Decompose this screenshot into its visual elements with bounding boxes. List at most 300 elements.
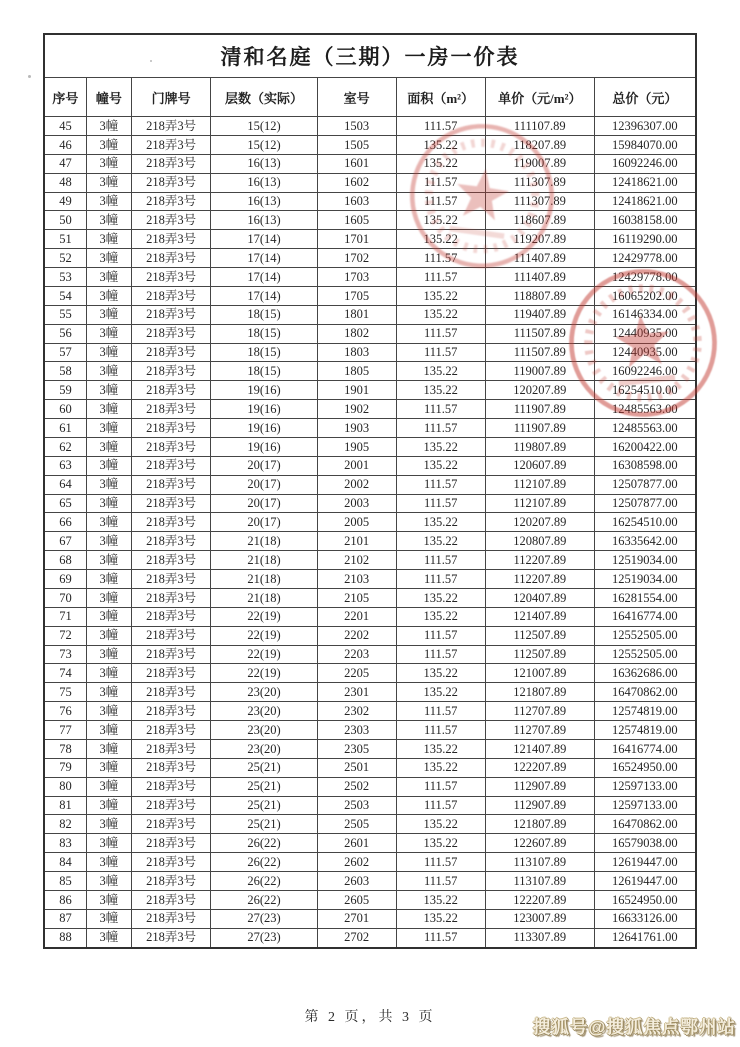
cell-index: 61: [44, 419, 86, 438]
cell-total-price: 12485563.00: [594, 419, 696, 438]
cell-room-no: 2203: [317, 645, 396, 664]
cell-door-no: 218弄3号: [131, 268, 211, 287]
cell-unit-price: 112707.89: [485, 702, 594, 721]
cell-door-no: 218弄3号: [131, 173, 211, 192]
cell-room-no: 2105: [317, 588, 396, 607]
cell-area: 135.22: [396, 230, 485, 249]
cell-door-no: 218弄3号: [131, 437, 211, 456]
table-row: [44, 211, 696, 230]
cell-unit-price: 120407.89: [485, 588, 594, 607]
cell-unit-price: 119407.89: [485, 305, 594, 324]
cell-index: 86: [44, 890, 86, 909]
cell-total-price: 12519034.00: [594, 551, 696, 570]
cell-floors: 25(21): [211, 796, 317, 815]
cell-area: 111.57: [396, 702, 485, 721]
cell-building: 3幢: [86, 815, 131, 834]
cell-door-no: 218弄3号: [131, 853, 211, 872]
cell-index: 76: [44, 702, 86, 721]
cell-floors: 20(17): [211, 494, 317, 513]
cell-building: 3幢: [86, 872, 131, 891]
cell-room-no: 1701: [317, 230, 396, 249]
cell-building: 3幢: [86, 702, 131, 721]
cell-unit-price: 112907.89: [485, 777, 594, 796]
cell-unit-price: 112107.89: [485, 494, 594, 513]
table-row: [44, 494, 696, 513]
cell-unit-price: 111307.89: [485, 173, 594, 192]
cell-floors: 19(16): [211, 381, 317, 400]
cell-floors: 18(15): [211, 324, 317, 343]
cell-index: 78: [44, 739, 86, 758]
cell-floors: 25(21): [211, 777, 317, 796]
cell-total-price: 16416774.00: [594, 739, 696, 758]
cell-room-no: 2005: [317, 513, 396, 532]
cell-index: 72: [44, 626, 86, 645]
cell-room-no: 1602: [317, 173, 396, 192]
cell-total-price: 16092246.00: [594, 154, 696, 173]
cell-index: 80: [44, 777, 86, 796]
cell-total-price: 12418621.00: [594, 192, 696, 211]
cell-floors: 21(18): [211, 532, 317, 551]
cell-door-no: 218弄3号: [131, 513, 211, 532]
cell-area: 135.22: [396, 607, 485, 626]
cell-area: 111.57: [396, 796, 485, 815]
cell-floors: 27(23): [211, 909, 317, 928]
cell-unit-price: 120207.89: [485, 381, 594, 400]
table-row: [44, 192, 696, 211]
table-row: [44, 305, 696, 324]
cell-room-no: 1803: [317, 343, 396, 362]
cell-index: 65: [44, 494, 86, 513]
cell-unit-price: 119207.89: [485, 230, 594, 249]
table-row: [44, 437, 696, 456]
cell-room-no: 1505: [317, 135, 396, 154]
cell-building: 3幢: [86, 739, 131, 758]
cell-index: 66: [44, 513, 86, 532]
cell-total-price: 16065202.00: [594, 286, 696, 305]
cell-total-price: 16119290.00: [594, 230, 696, 249]
scan-speck: [28, 75, 31, 78]
cell-room-no: 1805: [317, 362, 396, 381]
cell-building: 3幢: [86, 796, 131, 815]
cell-unit-price: 123007.89: [485, 909, 594, 928]
cell-total-price: 12574819.00: [594, 702, 696, 721]
cell-building: 3幢: [86, 400, 131, 419]
cell-building: 3幢: [86, 192, 131, 211]
cell-door-no: 218弄3号: [131, 588, 211, 607]
cell-floors: 15(12): [211, 117, 317, 136]
cell-building: 3幢: [86, 286, 131, 305]
cell-unit-price: 122207.89: [485, 758, 594, 777]
cell-total-price: 12597133.00: [594, 796, 696, 815]
cell-door-no: 218弄3号: [131, 683, 211, 702]
cell-area: 111.57: [396, 324, 485, 343]
table-row: [44, 834, 696, 853]
cell-area: 111.57: [396, 853, 485, 872]
cell-unit-price: 118607.89: [485, 211, 594, 230]
table-row: [44, 872, 696, 891]
cell-floors: 18(15): [211, 343, 317, 362]
cell-room-no: 2002: [317, 475, 396, 494]
cell-unit-price: 120207.89: [485, 513, 594, 532]
cell-area: 135.22: [396, 286, 485, 305]
cell-building: 3幢: [86, 513, 131, 532]
cell-floors: 16(13): [211, 211, 317, 230]
cell-index: 70: [44, 588, 86, 607]
cell-area: 111.57: [396, 626, 485, 645]
cell-floors: 19(16): [211, 419, 317, 438]
cell-total-price: 16146334.00: [594, 305, 696, 324]
cell-total-price: 12429778.00: [594, 249, 696, 268]
cell-room-no: 2603: [317, 872, 396, 891]
cell-area: 111.57: [396, 343, 485, 362]
cell-total-price: 12440935.00: [594, 343, 696, 362]
cell-area: 111.57: [396, 419, 485, 438]
cell-index: 46: [44, 135, 86, 154]
cell-area: 111.57: [396, 192, 485, 211]
cell-floors: 21(18): [211, 551, 317, 570]
cell-door-no: 218弄3号: [131, 154, 211, 173]
cell-total-price: 12519034.00: [594, 570, 696, 589]
cell-unit-price: 112507.89: [485, 645, 594, 664]
cell-total-price: 12552505.00: [594, 645, 696, 664]
cell-unit-price: 113307.89: [485, 928, 594, 947]
cell-area: 135.22: [396, 588, 485, 607]
cell-total-price: 16308598.00: [594, 456, 696, 475]
cell-floors: 20(17): [211, 513, 317, 532]
cell-room-no: 1902: [317, 400, 396, 419]
cell-building: 3幢: [86, 834, 131, 853]
cell-floors: 17(14): [211, 268, 317, 287]
cell-area: 111.57: [396, 117, 485, 136]
table-row: [44, 249, 696, 268]
cell-total-price: 12574819.00: [594, 721, 696, 740]
table-row: [44, 570, 696, 589]
table-row: [44, 683, 696, 702]
cell-floors: 15(12): [211, 135, 317, 154]
cell-area: 135.22: [396, 135, 485, 154]
table-row: [44, 721, 696, 740]
cell-area: 135.22: [396, 513, 485, 532]
cell-index: 48: [44, 173, 86, 192]
cell-floors: 25(21): [211, 758, 317, 777]
table-row: [44, 173, 696, 192]
cell-room-no: 2502: [317, 777, 396, 796]
cell-area: 135.22: [396, 456, 485, 475]
table-row: [44, 419, 696, 438]
cell-area: 135.22: [396, 437, 485, 456]
cell-unit-price: 121007.89: [485, 664, 594, 683]
table-row: [44, 645, 696, 664]
column-header-room-no: 室号: [317, 78, 396, 117]
cell-index: 81: [44, 796, 86, 815]
cell-floors: 23(20): [211, 739, 317, 758]
cell-door-no: 218弄3号: [131, 834, 211, 853]
cell-total-price: 16092246.00: [594, 362, 696, 381]
column-header-door-no: 门牌号: [131, 78, 211, 117]
cell-unit-price: 111407.89: [485, 249, 594, 268]
cell-unit-price: 119807.89: [485, 437, 594, 456]
cell-building: 3幢: [86, 381, 131, 400]
title-row: [44, 34, 696, 78]
cell-unit-price: 120807.89: [485, 532, 594, 551]
cell-unit-price: 111907.89: [485, 419, 594, 438]
cell-area: 135.22: [396, 758, 485, 777]
table-row: [44, 286, 696, 305]
cell-room-no: 1503: [317, 117, 396, 136]
cell-index: 64: [44, 475, 86, 494]
cell-area: 135.22: [396, 664, 485, 683]
cell-index: 55: [44, 305, 86, 324]
cell-total-price: 12429778.00: [594, 268, 696, 287]
cell-area: 111.57: [396, 400, 485, 419]
table-row: [44, 456, 696, 475]
cell-area: 111.57: [396, 494, 485, 513]
cell-building: 3幢: [86, 853, 131, 872]
cell-unit-price: 122607.89: [485, 834, 594, 853]
cell-floors: 20(17): [211, 456, 317, 475]
cell-door-no: 218弄3号: [131, 532, 211, 551]
table-row: [44, 588, 696, 607]
cell-area: 111.57: [396, 475, 485, 494]
cell-area: 111.57: [396, 721, 485, 740]
cell-door-no: 218弄3号: [131, 192, 211, 211]
cell-room-no: 1702: [317, 249, 396, 268]
cell-index: 87: [44, 909, 86, 928]
cell-unit-price: 121807.89: [485, 683, 594, 702]
cell-building: 3幢: [86, 607, 131, 626]
cell-unit-price: 112507.89: [485, 626, 594, 645]
table-row: [44, 343, 696, 362]
cell-floors: 22(19): [211, 645, 317, 664]
cell-building: 3幢: [86, 777, 131, 796]
cell-floors: 16(13): [211, 173, 317, 192]
column-header-total-price: 总价（元）: [594, 78, 696, 117]
cell-room-no: 1601: [317, 154, 396, 173]
cell-building: 3幢: [86, 532, 131, 551]
cell-door-no: 218弄3号: [131, 400, 211, 419]
cell-total-price: 16524950.00: [594, 758, 696, 777]
cell-door-no: 218弄3号: [131, 456, 211, 475]
cell-area: 135.22: [396, 362, 485, 381]
cell-index: 45: [44, 117, 86, 136]
page-title: 清和名庭（三期）一房一价表: [44, 34, 696, 78]
table-row: [44, 664, 696, 683]
cell-building: 3幢: [86, 419, 131, 438]
cell-unit-price: 118807.89: [485, 286, 594, 305]
cell-building: 3幢: [86, 456, 131, 475]
cell-index: 85: [44, 872, 86, 891]
table-row: [44, 796, 696, 815]
cell-door-no: 218弄3号: [131, 664, 211, 683]
cell-total-price: 16200422.00: [594, 437, 696, 456]
cell-room-no: 2202: [317, 626, 396, 645]
cell-room-no: 2601: [317, 834, 396, 853]
cell-unit-price: 111507.89: [485, 343, 594, 362]
cell-building: 3幢: [86, 211, 131, 230]
cell-door-no: 218弄3号: [131, 570, 211, 589]
cell-room-no: 1905: [317, 437, 396, 456]
cell-total-price: 16633126.00: [594, 909, 696, 928]
cell-floors: 23(20): [211, 702, 317, 721]
cell-total-price: 12396307.00: [594, 117, 696, 136]
cell-area: 135.22: [396, 834, 485, 853]
cell-index: 74: [44, 664, 86, 683]
cell-building: 3幢: [86, 268, 131, 287]
cell-index: 54: [44, 286, 86, 305]
cell-door-no: 218弄3号: [131, 419, 211, 438]
table-row: [44, 890, 696, 909]
cell-building: 3幢: [86, 664, 131, 683]
cell-door-no: 218弄3号: [131, 739, 211, 758]
cell-area: 135.22: [396, 211, 485, 230]
cell-index: 73: [44, 645, 86, 664]
cell-index: 71: [44, 607, 86, 626]
cell-index: 60: [44, 400, 86, 419]
cell-area: 111.57: [396, 249, 485, 268]
cell-room-no: 2505: [317, 815, 396, 834]
cell-floors: 22(19): [211, 626, 317, 645]
cell-total-price: 12418621.00: [594, 173, 696, 192]
table-row: [44, 928, 696, 947]
cell-index: 47: [44, 154, 86, 173]
cell-total-price: 15984070.00: [594, 135, 696, 154]
cell-building: 3幢: [86, 154, 131, 173]
cell-building: 3幢: [86, 230, 131, 249]
table-row: [44, 154, 696, 173]
cell-total-price: 12507877.00: [594, 494, 696, 513]
cell-unit-price: 119007.89: [485, 362, 594, 381]
cell-floors: 18(15): [211, 305, 317, 324]
cell-unit-price: 121407.89: [485, 739, 594, 758]
cell-room-no: 2305: [317, 739, 396, 758]
cell-room-no: 2303: [317, 721, 396, 740]
cell-total-price: 16470862.00: [594, 683, 696, 702]
cell-area: 135.22: [396, 683, 485, 702]
cell-door-no: 218弄3号: [131, 758, 211, 777]
cell-room-no: 2702: [317, 928, 396, 947]
cell-floors: 17(14): [211, 249, 317, 268]
cell-building: 3幢: [86, 117, 131, 136]
page-indicator: 第 2 页，共 3 页: [304, 1010, 436, 1025]
cell-door-no: 218弄3号: [131, 626, 211, 645]
cell-unit-price: 111507.89: [485, 324, 594, 343]
cell-door-no: 218弄3号: [131, 551, 211, 570]
cell-floors: 26(22): [211, 853, 317, 872]
cell-area: 135.22: [396, 381, 485, 400]
cell-door-no: 218弄3号: [131, 249, 211, 268]
cell-area: 135.22: [396, 909, 485, 928]
cell-area: 111.57: [396, 928, 485, 947]
cell-total-price: 12619447.00: [594, 853, 696, 872]
cell-floors: 17(14): [211, 230, 317, 249]
cell-room-no: 2101: [317, 532, 396, 551]
cell-door-no: 218弄3号: [131, 494, 211, 513]
cell-floors: 21(18): [211, 570, 317, 589]
cell-building: 3幢: [86, 645, 131, 664]
cell-total-price: 16524950.00: [594, 890, 696, 909]
cell-room-no: 2201: [317, 607, 396, 626]
table-row: [44, 117, 696, 136]
table-row: [44, 815, 696, 834]
table-row: [44, 135, 696, 154]
cell-index: 58: [44, 362, 86, 381]
cell-index: 75: [44, 683, 86, 702]
cell-unit-price: 111307.89: [485, 192, 594, 211]
cell-index: 77: [44, 721, 86, 740]
cell-building: 3幢: [86, 324, 131, 343]
cell-area: 135.22: [396, 739, 485, 758]
cell-unit-price: 111907.89: [485, 400, 594, 419]
cell-total-price: 16470862.00: [594, 815, 696, 834]
cell-total-price: 16362686.00: [594, 664, 696, 683]
table-row: [44, 758, 696, 777]
cell-room-no: 1802: [317, 324, 396, 343]
cell-door-no: 218弄3号: [131, 909, 211, 928]
cell-door-no: 218弄3号: [131, 872, 211, 891]
cell-unit-price: 112907.89: [485, 796, 594, 815]
cell-index: 49: [44, 192, 86, 211]
cell-floors: 25(21): [211, 815, 317, 834]
cell-building: 3幢: [86, 909, 131, 928]
cell-door-no: 218弄3号: [131, 324, 211, 343]
cell-index: 67: [44, 532, 86, 551]
cell-unit-price: 121807.89: [485, 815, 594, 834]
cell-unit-price: 113107.89: [485, 853, 594, 872]
column-header-index: 序号: [44, 78, 86, 117]
cell-area: 135.22: [396, 532, 485, 551]
cell-building: 3幢: [86, 928, 131, 947]
cell-index: 68: [44, 551, 86, 570]
cell-index: 83: [44, 834, 86, 853]
cell-floors: 18(15): [211, 362, 317, 381]
cell-room-no: 2302: [317, 702, 396, 721]
cell-room-no: 2301: [317, 683, 396, 702]
table-row: [44, 400, 696, 419]
cell-index: 52: [44, 249, 86, 268]
cell-index: 59: [44, 381, 86, 400]
cell-building: 3幢: [86, 249, 131, 268]
table-row: [44, 626, 696, 645]
cell-total-price: 16254510.00: [594, 381, 696, 400]
cell-area: 135.22: [396, 815, 485, 834]
cell-floors: 22(19): [211, 664, 317, 683]
cell-unit-price: 111107.89: [485, 117, 594, 136]
cell-total-price: 16254510.00: [594, 513, 696, 532]
cell-floors: 17(14): [211, 286, 317, 305]
cell-total-price: 12507877.00: [594, 475, 696, 494]
cell-total-price: 12597133.00: [594, 777, 696, 796]
cell-door-no: 218弄3号: [131, 890, 211, 909]
header-row: [44, 78, 696, 117]
cell-door-no: 218弄3号: [131, 305, 211, 324]
cell-floors: 26(22): [211, 890, 317, 909]
cell-door-no: 218弄3号: [131, 645, 211, 664]
price-table: [43, 33, 697, 949]
cell-unit-price: 121407.89: [485, 607, 594, 626]
cell-floors: 21(18): [211, 588, 317, 607]
cell-door-no: 218弄3号: [131, 702, 211, 721]
cell-building: 3幢: [86, 626, 131, 645]
cell-building: 3幢: [86, 437, 131, 456]
cell-unit-price: 119007.89: [485, 154, 594, 173]
cell-floors: 27(23): [211, 928, 317, 947]
cell-building: 3幢: [86, 343, 131, 362]
cell-area: 111.57: [396, 173, 485, 192]
sohu-watermark: 搜狐号@搜狐焦点鄂州站: [532, 1017, 736, 1037]
cell-area: 111.57: [396, 551, 485, 570]
cell-room-no: 2102: [317, 551, 396, 570]
cell-unit-price: 112107.89: [485, 475, 594, 494]
